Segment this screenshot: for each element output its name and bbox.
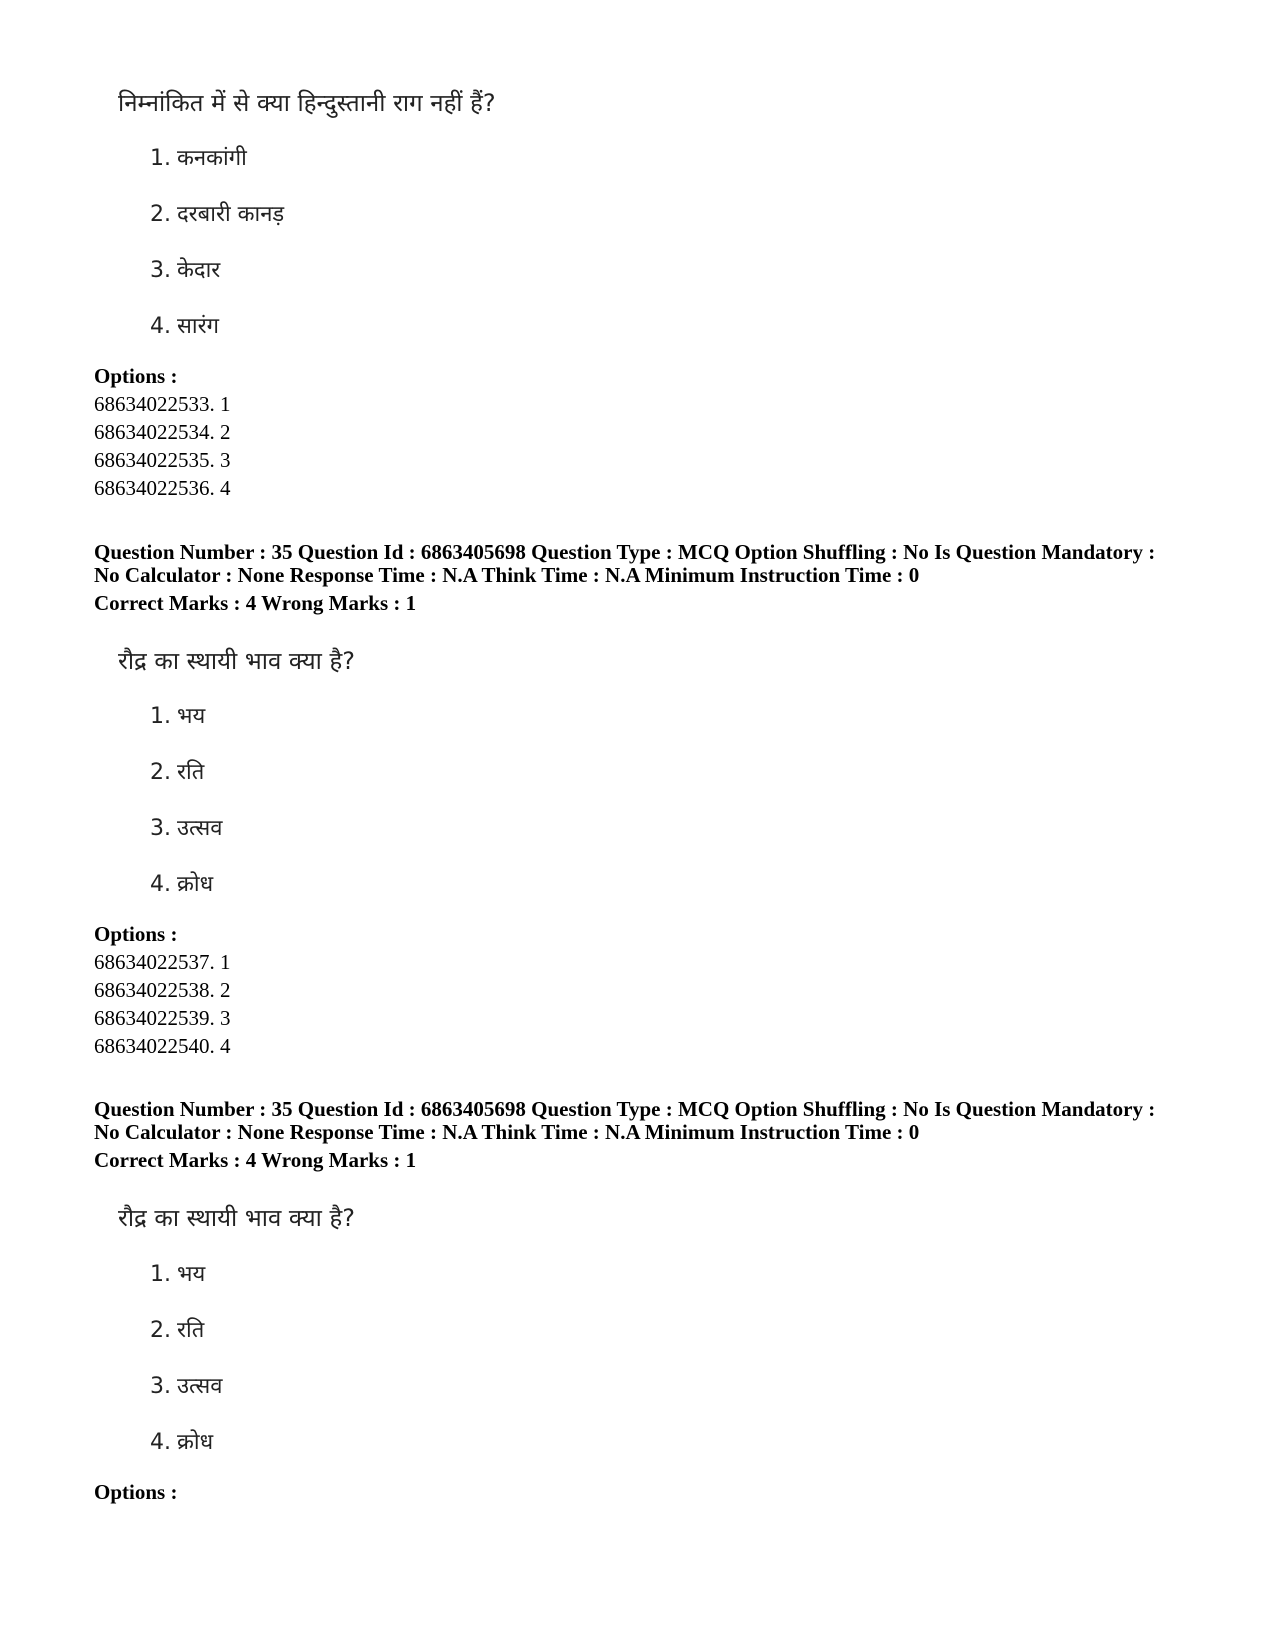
choice-number: 3. (150, 258, 171, 283)
question-text: रौद्र का स्थायी भाव क्या है? (118, 1204, 356, 1232)
choice-item (150, 256, 220, 286)
options-label: Options : (94, 364, 178, 388)
question-marks: Correct Marks : 4 Wrong Marks : 1 (94, 1148, 417, 1172)
option-id-line: 68634022535. 3 (94, 448, 231, 472)
choice-item (150, 144, 247, 174)
option-id-line: 68634022536. 4 (94, 476, 231, 500)
question-marks: Correct Marks : 4 Wrong Marks : 1 (94, 591, 417, 615)
choice-text: दरबारी कानड़ (177, 202, 285, 227)
choice-item (150, 1372, 222, 1402)
choice-number: 2. (150, 760, 171, 785)
choice-number: 4. (150, 872, 171, 897)
choice-number: 3. (150, 1374, 171, 1399)
options-label: Options : (94, 922, 178, 946)
choice-text: कनकांगी (177, 146, 247, 171)
choice-text: क्रोध (177, 1430, 214, 1455)
choice-number: 1. (150, 146, 171, 171)
choice-item (150, 870, 213, 900)
choice-text: भय (177, 1262, 206, 1287)
question-meta-line-2: No Calculator : None Response Time : N.A Think Time : N.A Minimum Instruction Time : 0 (94, 563, 920, 587)
choice-text: भय (177, 704, 206, 729)
choice-text: रति (177, 760, 205, 785)
choice-item (150, 1260, 205, 1290)
choice-number: 3. (150, 816, 171, 841)
option-id-line: 68634022534. 2 (94, 420, 231, 444)
choice-text: क्रोध (177, 872, 214, 897)
option-id-line: 68634022537. 1 (94, 950, 231, 974)
choice-number: 2. (150, 1318, 171, 1343)
choice-number: 4. (150, 314, 171, 339)
choice-text: केदार (177, 258, 221, 283)
option-id-line: 68634022539. 3 (94, 1006, 231, 1030)
options-label: Options : (94, 1480, 178, 1504)
choice-number: 1. (150, 704, 171, 729)
choice-item (150, 1316, 204, 1346)
question-text: निम्नांकित में से क्या हिन्दुस्तानी राग नहीं हैं? (118, 89, 496, 117)
option-id-line: 68634022540. 4 (94, 1034, 231, 1058)
choice-text: सारंग (177, 314, 219, 339)
choice-number: 4. (150, 1430, 171, 1455)
choice-item (150, 200, 284, 230)
choice-item (150, 702, 205, 732)
choice-item (150, 814, 222, 844)
question-text: रौद्र का स्थायी भाव क्या है? (118, 647, 356, 675)
question-meta-line-1: Question Number : 35 Question Id : 6863405698 Question Type : MCQ Option Shuffling : No Is Question Mandatory : (94, 1097, 1156, 1121)
choice-item (150, 1428, 213, 1458)
choice-text: उत्सव (177, 1374, 223, 1399)
choice-item (150, 758, 204, 788)
choice-text: उत्सव (177, 816, 223, 841)
choice-item (150, 312, 219, 342)
choice-number: 1. (150, 1262, 171, 1287)
option-id-line: 68634022533. 1 (94, 392, 231, 416)
choice-text: रति (177, 1318, 205, 1343)
option-id-line: 68634022538. 2 (94, 978, 231, 1002)
question-meta-line-2: No Calculator : None Response Time : N.A Think Time : N.A Minimum Instruction Time : 0 (94, 1120, 920, 1144)
question-meta-line-1: Question Number : 35 Question Id : 6863405698 Question Type : MCQ Option Shuffling : No Is Question Mandatory : (94, 540, 1156, 564)
choice-number: 2. (150, 202, 171, 227)
